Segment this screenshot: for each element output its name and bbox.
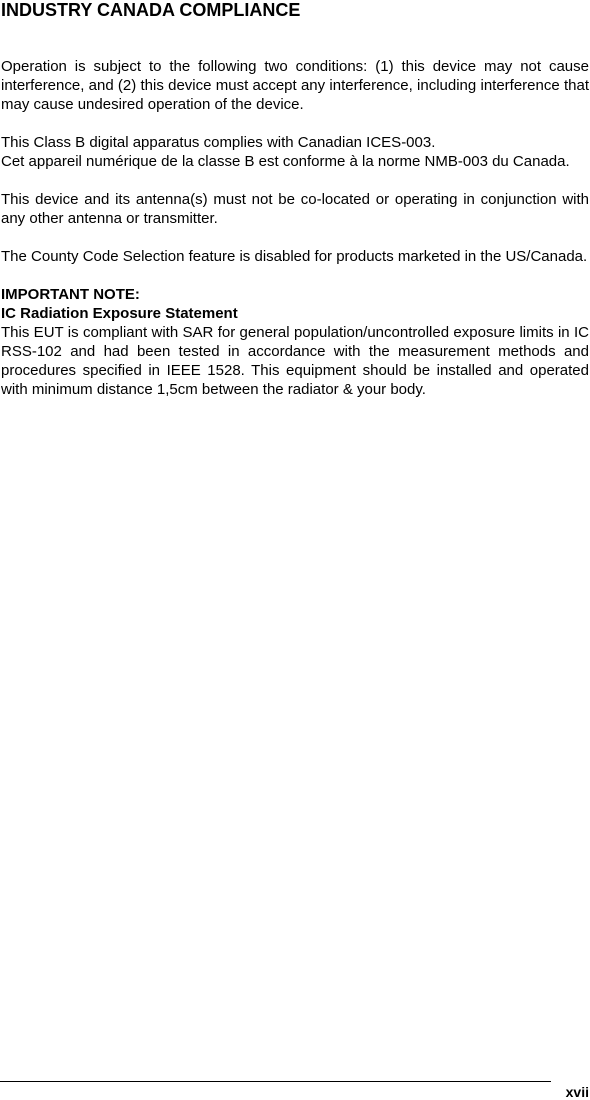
page-number: xvii xyxy=(565,1084,589,1100)
class-b-english-paragraph: This Class B digital apparatus complies with Canadian ICES-003. xyxy=(1,134,436,151)
county-code-paragraph: The County Code Selection feature is disabled for products marketed in the US/Canada. xyxy=(1,248,588,265)
class-b-french-paragraph: Cet appareil numérique de la classe B est conforme à la norme NMB-003 du Canada. xyxy=(1,153,570,170)
important-note-heading: IMPORTANT NOTE: xyxy=(1,286,140,303)
footer-divider xyxy=(0,1081,551,1082)
page-title: INDUSTRY CANADA COMPLIANCE xyxy=(1,0,301,20)
radiation-exposure-heading: IC Radiation Exposure Statement xyxy=(1,305,238,322)
conditions-paragraph: Operation is subject to the following two conditions: (1) this device may not cause interference, and (2) this device must accept any interference, including interference that may cause undesired operation of the device. xyxy=(1,58,589,113)
radiation-exposure-paragraph: This EUT is compliant with SAR for general population/uncontrolled exposure limits in IC RSS-102 and had been tested in accordance with the measurement methods and procedures specified in IEEE 1528. This equipment should be installed and operated with minimum distance 1,5cm between the radiator & your body. xyxy=(1,324,589,398)
antenna-paragraph: This device and its antenna(s) must not be co-located or operating in conjunction with any other antenna or transmitter. xyxy=(1,191,589,227)
document-body xyxy=(1,0,589,399)
